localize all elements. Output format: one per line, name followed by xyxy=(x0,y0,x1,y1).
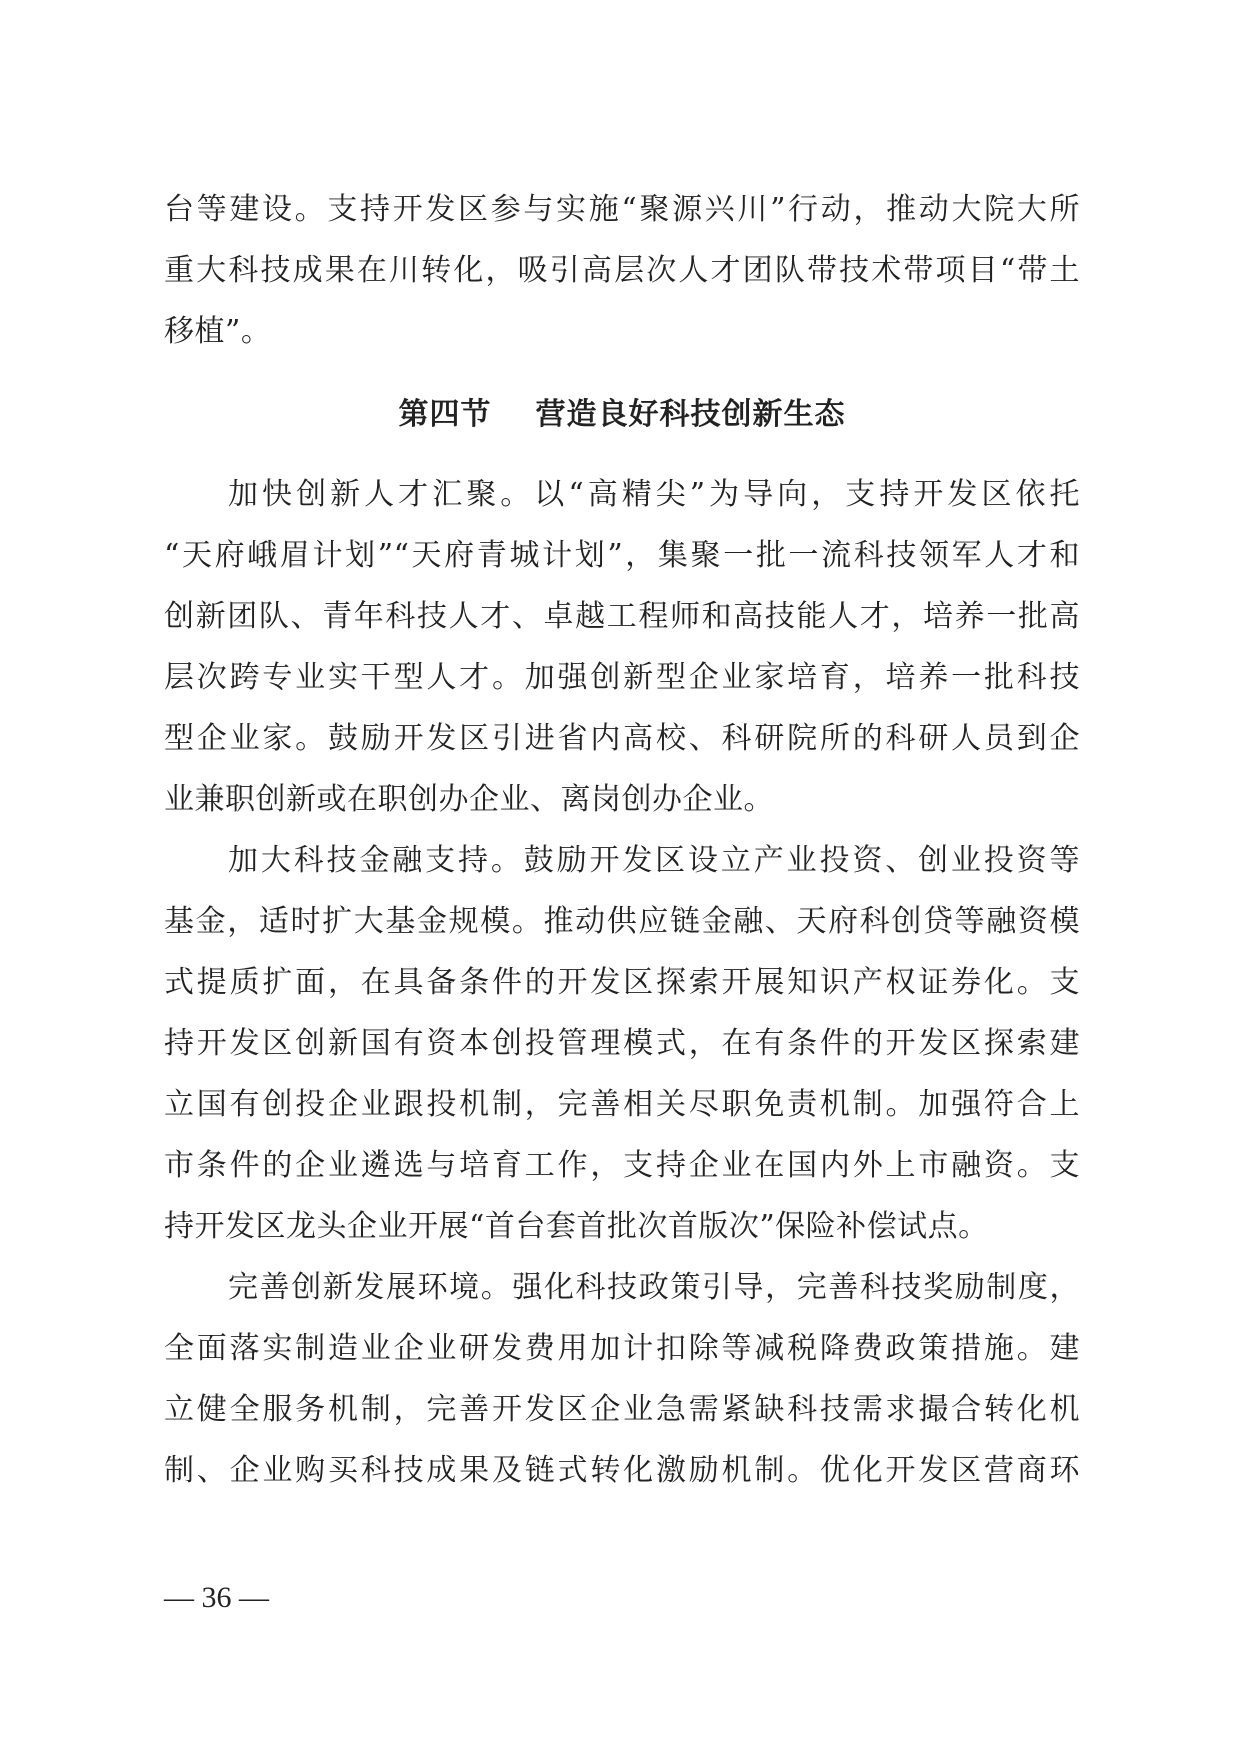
text-line: 持开发区创新国有资本创投管理模式，在有条件的开发区探索建 xyxy=(164,1026,1080,1061)
text-line: 完善创新发展环境。强化科技政策引导，完善科技奖励制度， xyxy=(228,1270,1080,1305)
text-line: 制、企业购买科技成果及链式转化激励机制。优化开发区营商环 xyxy=(164,1453,1080,1488)
text-line: 立健全服务机制，完善开发区企业急需紧缺科技需求撮合转化机 xyxy=(164,1392,1080,1427)
continued-paragraph xyxy=(164,190,1080,373)
text-line: 立国有创投企业跟投机制，完善相关尽职免责机制。加强符合上 xyxy=(164,1087,1080,1122)
paragraph-talent xyxy=(164,475,1080,841)
page-number: — 36 — xyxy=(164,1581,269,1614)
section-number: 第四节 xyxy=(398,397,492,432)
text-line: 重大科技成果在川转化，吸引高层次人才团队带技术带项目“带土 xyxy=(164,253,1080,288)
section-heading xyxy=(164,395,1080,475)
text-line: 台等建设。支持开发区参与实施“聚源兴川”行动，推动大院大所 xyxy=(164,192,1080,227)
text-line: 加快创新人才汇聚。以“高精尖”为导向，支持开发区依托 xyxy=(228,477,1080,512)
text-line: 持开发区龙头企业开展“首台套首批次首版次”保险补偿试点。 xyxy=(164,1209,989,1244)
text-line: 型企业家。鼓励开发区引进省内高校、科研院所的科研人员到企 xyxy=(164,721,1080,756)
paragraph-environment xyxy=(164,1268,1080,1512)
text-line: 全面落实制造业企业研发费用加计扣除等减税降费政策措施。建 xyxy=(164,1331,1080,1366)
text-line: 式提质扩面，在具备条件的开发区探索开展知识产权证券化。支 xyxy=(164,965,1080,1000)
text-line: 业兼职创新或在职创办企业、离岗创办企业。 xyxy=(164,782,774,817)
text-line: 层次跨专业实干型人才。加强创新型企业家培育，培养一批科技 xyxy=(164,660,1080,695)
text-line: 加大科技金融支持。鼓励开发区设立产业投资、创业投资等 xyxy=(228,843,1080,878)
paragraph-finance xyxy=(164,841,1080,1268)
text-line: 市条件的企业遴选与培育工作，支持企业在国内外上市融资。支 xyxy=(164,1148,1080,1183)
section-title: 营造良好科技创新生态 xyxy=(535,397,846,432)
text-line: 创新团队、青年科技人才、卓越工程师和高技能人才，培养一批高 xyxy=(164,599,1080,634)
text-line: “天府峨眉计划”“天府青城计划”，集聚一批一流科技领军人才和 xyxy=(164,538,1080,573)
text-line: 基金，适时扩大基金规模。推动供应链金融、天府科创贷等融资模 xyxy=(164,904,1080,939)
document-body xyxy=(164,190,1080,1512)
text-line: 移植”。 xyxy=(164,314,272,349)
